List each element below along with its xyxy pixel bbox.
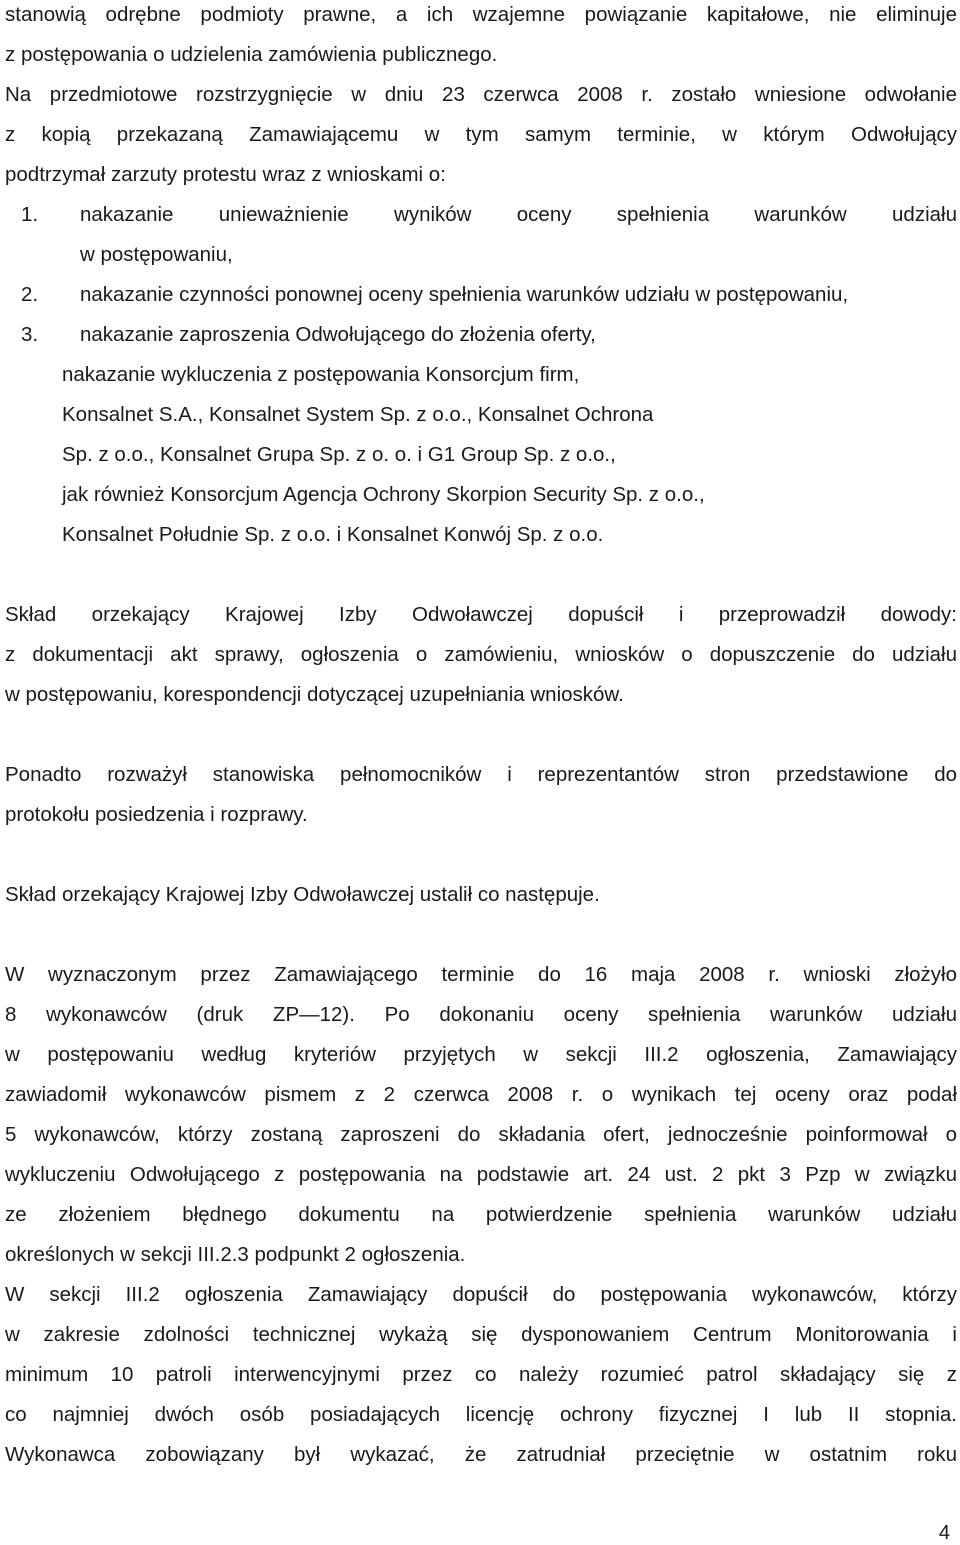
text-line: z postępowania o udzielenia zamówienia publicznego. bbox=[5, 43, 498, 66]
text-line: Wykonawca zobowiązany był wykazać, że zatrudniał przeciętnie w ostatnim roku bbox=[5, 1443, 957, 1466]
text-line: 8 wykonawców (druk ZP—12). Po dokonaniu oceny spełnienia warunków udziału bbox=[5, 1003, 957, 1026]
text-line: Ponadto rozważył stanowiska pełnomocników i reprezentantów stron przedstawione do bbox=[5, 763, 957, 786]
text-line: ze złożeniem błędnego dokumentu na potwierdzenie spełnienia warunków udziału bbox=[5, 1203, 957, 1226]
text-line: określonych w sekcji III.2.3 podpunkt 2 ogłoszenia. bbox=[5, 1243, 466, 1266]
page-number: 4 bbox=[938, 1522, 950, 1544]
text-line: stanowią odrębne podmioty prawne, a ich wzajemne powiązanie kapitałowe, nie eliminuje bbox=[5, 3, 957, 26]
text-line: Skład orzekający Krajowej Izby Odwoławczej ustalił co następuje. bbox=[5, 883, 600, 906]
list-item-number: 3. bbox=[21, 323, 39, 346]
text-line: w zakresie zdolności technicznej wykażą się dysponowaniem Centrum Monitorowania i bbox=[5, 1323, 957, 1346]
text-line: zawiadomił wykonawców pismem z 2 czerwca 2008 r. o wynikach tej oceny oraz podał bbox=[5, 1083, 957, 1106]
text-line: wykluczeniu Odwołującego z postępowania na podstawie art. 24 ust. 2 pkt 3 Pzp w związku bbox=[5, 1163, 957, 1186]
list-item-text: Konsalnet Południe Sp. z o.o. i Konsalnet Konwój Sp. z o.o. bbox=[62, 523, 604, 546]
list-item-text: nakazanie zaproszenia Odwołującego do złożenia oferty, bbox=[80, 323, 596, 346]
list-item-number: 2. bbox=[21, 283, 39, 306]
text-line: Skład orzekający Krajowej Izby Odwoławczej dopuścił i przeprowadził dowody: bbox=[5, 603, 957, 626]
text-line: 5 wykonawców, którzy zostaną zaproszeni do składania ofert, jednocześnie poinformował o bbox=[5, 1123, 957, 1146]
text-line: z dokumentacji akt sprawy, ogłoszenia o zamówieniu, wniosków o dopuszczenie do udziału bbox=[5, 643, 957, 666]
text-line: podtrzymał zarzuty protestu wraz z wnioskami o: bbox=[5, 163, 446, 186]
text-line: co najmniej dwóch osób posiadających licencję ochrony fizycznej I lub II stopnia. bbox=[5, 1403, 957, 1426]
list-item-text: Sp. z o.o., Konsalnet Grupa Sp. z o. o. i G1 Group Sp. z o.o., bbox=[62, 443, 616, 466]
text-line: w postępowaniu według kryteriów przyjętych w sekcji III.2 ogłoszenia, Zamawiający bbox=[5, 1043, 957, 1066]
text-line: protokołu posiedzenia i rozprawy. bbox=[5, 803, 308, 826]
text-line: W wyznaczonym przez Zamawiającego terminie do 16 maja 2008 r. wnioski złożyło bbox=[5, 963, 957, 986]
text-line: z kopią przekazaną Zamawiającemu w tym samym terminie, w którym Odwołujący bbox=[5, 123, 957, 146]
list-item-text: nakazanie unieważnienie wyników oceny spełnienia warunków udziału bbox=[80, 203, 957, 226]
list-item-number: 1. bbox=[21, 203, 39, 226]
list-item-text: Konsalnet S.A., Konsalnet System Sp. z o.o., Konsalnet Ochrona bbox=[62, 403, 654, 426]
list-item-text: w postępowaniu, bbox=[80, 243, 233, 266]
text-line: Na przedmiotowe rozstrzygnięcie w dniu 23 czerwca 2008 r. zostało wniesione odwołanie bbox=[5, 83, 957, 106]
text-line: w postępowaniu, korespondencji dotyczącej uzupełniania wniosków. bbox=[5, 683, 624, 706]
list-item-text: nakazanie wykluczenia z postępowania Konsorcjum firm, bbox=[62, 363, 580, 386]
text-line: W sekcji III.2 ogłoszenia Zamawiający dopuścił do postępowania wykonawców, którzy bbox=[5, 1283, 957, 1306]
text-line: minimum 10 patroli interwencyjnymi przez co należy rozumieć patrol składający się z bbox=[5, 1363, 957, 1386]
list-item-text: jak również Konsorcjum Agencja Ochrony Skorpion Security Sp. z o.o., bbox=[62, 483, 705, 506]
list-item-text: nakazanie czynności ponownej oceny spełnienia warunków udziału w postępowaniu, bbox=[80, 283, 849, 306]
